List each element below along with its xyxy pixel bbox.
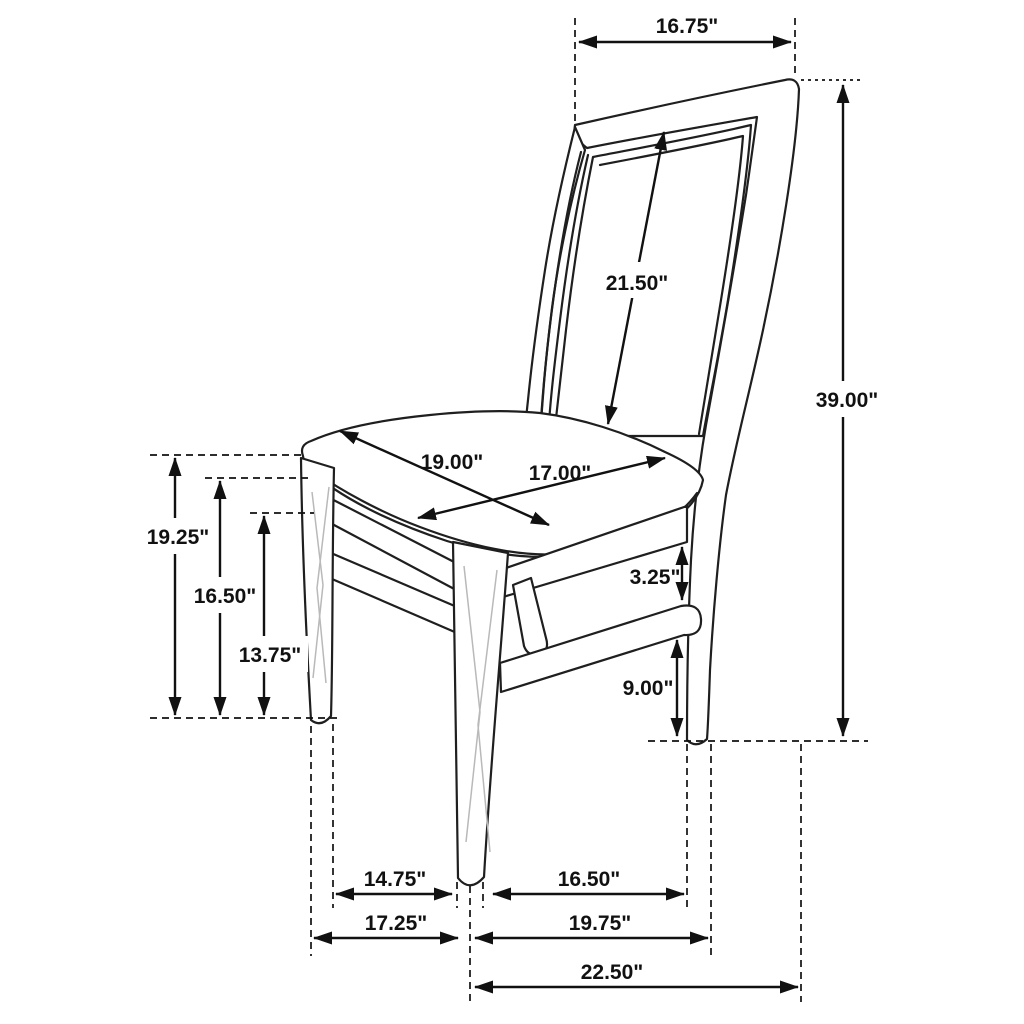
dim-label: 3.25": [629, 566, 681, 589]
dimension-stretcher-floor-height: [623, 640, 677, 736]
dimension-rear-foot-span: [493, 868, 684, 894]
dim-label: 21.50": [605, 272, 669, 295]
dimension-overall-depth: [475, 961, 798, 987]
dim-label: 19.00": [420, 451, 484, 474]
dim-label: 19.75": [568, 912, 632, 935]
dim-label: 17.00": [528, 462, 592, 485]
dim-label: 22.50": [580, 961, 644, 984]
dimension-backrest-length: [596, 132, 680, 424]
dimension-front-depth: [314, 912, 458, 938]
dim-label: 16.50": [193, 585, 257, 608]
dim-label: 39.00": [815, 389, 879, 412]
dim-label: 9.00": [622, 677, 674, 700]
dim-label: 16.50": [557, 868, 621, 891]
corner-strut: [513, 578, 547, 655]
dimension-apron-floor-clearance: [228, 513, 314, 715]
dimension-rear-depth: [475, 912, 708, 938]
dim-label: 14.75": [363, 868, 427, 891]
dim-label: 13.75": [238, 644, 302, 667]
bottom-extension-lines: [311, 724, 801, 1002]
dimension-front-to-rear-foot-inner: [336, 868, 452, 894]
dim-label: 16.75": [655, 15, 719, 38]
dim-label: 19.25": [146, 526, 210, 549]
dim-label: 17.25": [364, 912, 428, 935]
